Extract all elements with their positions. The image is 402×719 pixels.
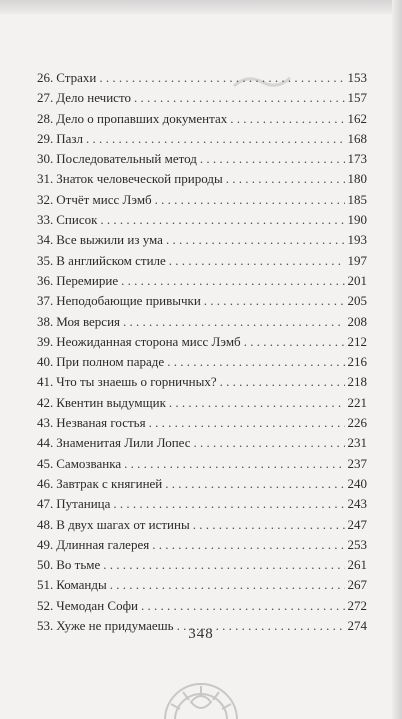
chapter-number: 49. (37, 536, 54, 552)
chapter-title: Дело нечисто (56, 90, 131, 106)
dot-leader (230, 111, 344, 127)
dot-leader (155, 192, 345, 208)
chapter-title: Незваная гостья (56, 415, 146, 431)
chapter-number: 41. (37, 374, 54, 390)
chapter-number: 33. (37, 212, 54, 228)
chapter-page-number: 216 (347, 354, 367, 370)
chapter-number: 27. (37, 90, 54, 106)
page-top-shadow (0, 0, 402, 14)
page-right-shadow (392, 0, 402, 719)
chapter-number: 46. (37, 475, 54, 491)
dot-leader (123, 314, 344, 330)
dot-leader (100, 212, 344, 228)
toc-entry (37, 577, 367, 597)
page-number: 348 (188, 626, 214, 642)
chapter-page-number: 205 (347, 293, 367, 309)
dot-leader (169, 253, 345, 269)
toc-entry (37, 435, 367, 455)
chapter-page-number: 190 (347, 212, 367, 228)
chapter-number: 47. (37, 496, 54, 512)
chapter-number: 48. (37, 516, 54, 532)
toc-entry (37, 476, 367, 496)
chapter-number: 31. (37, 171, 54, 187)
chapter-page-number: 272 (347, 597, 367, 613)
toc-entry (37, 354, 367, 374)
chapter-title: Что ты знаешь о горничных? (56, 374, 217, 390)
chapter-page-number: 231 (347, 435, 367, 451)
chapter-number: 39. (37, 333, 54, 349)
chapter-page-number: 157 (347, 90, 367, 106)
chapter-page-number: 267 (347, 577, 367, 593)
chapter-number: 51. (37, 577, 54, 593)
chapter-number: 32. (37, 191, 54, 207)
chapter-title: Знаток человеческой природы (56, 171, 223, 187)
toc-entry (37, 314, 367, 334)
chapter-number: 37. (37, 293, 54, 309)
dot-leader (166, 232, 345, 248)
chapter-page-number: 221 (347, 394, 367, 410)
chapter-title: Самозванка (56, 455, 122, 471)
chapter-page-number: 240 (347, 475, 367, 491)
dot-leader (110, 577, 345, 593)
chapter-title: Дело о пропавших документах (56, 110, 228, 126)
dot-leader (141, 598, 345, 614)
dot-leader (167, 354, 344, 370)
chapter-page-number: 201 (347, 272, 367, 288)
floral-ornament-icon (161, 680, 241, 719)
dot-leader (169, 395, 345, 411)
dot-leader (149, 415, 345, 431)
chapter-page-number: 168 (347, 130, 367, 146)
chapter-title: В двух шагах от истины (56, 516, 190, 532)
table-of-contents (37, 70, 367, 638)
chapter-number: 28. (37, 110, 54, 126)
chapter-title: Во тьме (56, 557, 101, 573)
toc-entry (37, 395, 367, 415)
chapter-title: Моя версия (56, 313, 121, 329)
dot-leader (86, 131, 344, 147)
chapter-number: 52. (37, 597, 54, 613)
chapter-number: 29. (37, 130, 54, 146)
dot-leader (134, 90, 345, 106)
chapter-page-number: 162 (347, 110, 367, 126)
chapter-title: При полном параде (56, 354, 165, 370)
chapter-title: Знаменитая Лили Лопес (56, 435, 191, 451)
toc-entry (37, 334, 367, 354)
chapter-title: Квентин выдумщик (56, 394, 166, 410)
chapter-page-number: 253 (347, 536, 367, 552)
dot-leader (193, 517, 345, 533)
toc-entry (37, 374, 367, 394)
chapter-number: 50. (37, 557, 54, 573)
chapter-page-number: 212 (347, 333, 367, 349)
toc-entry (37, 496, 367, 516)
dot-leader (99, 70, 344, 86)
chapter-number: 43. (37, 415, 54, 431)
chapter-title: Все выжили из ума (56, 232, 163, 248)
chapter-title: Хуже не придумаешь (56, 618, 174, 634)
dot-leader (194, 435, 345, 451)
toc-entry (37, 415, 367, 435)
chapter-page-number: 247 (347, 516, 367, 532)
dot-leader (121, 273, 344, 289)
chapter-page-number: 185 (347, 191, 367, 207)
dot-leader (220, 374, 345, 390)
chapter-title: В английском стиле (56, 252, 166, 268)
dot-leader (244, 334, 345, 350)
chapter-title: Завтрак с княгиней (56, 475, 163, 491)
chapter-page-number: 153 (347, 70, 367, 85)
toc-entry (37, 70, 367, 90)
toc-entry (37, 293, 367, 313)
toc-entry (37, 253, 367, 273)
toc-entry (37, 151, 367, 171)
chapter-page-number: 243 (347, 496, 367, 512)
chapter-title: Длинная галерея (56, 536, 150, 552)
chapter-number: 26. (37, 70, 54, 85)
chapter-number: 53. (37, 618, 54, 634)
chapter-number: 36. (37, 272, 54, 288)
chapter-title: Путаница (56, 496, 111, 512)
chapter-title: Список (56, 212, 98, 228)
chapter-page-number: 237 (347, 455, 367, 471)
chapter-title: Неожиданная сторона мисс Лэмб (56, 333, 241, 349)
toc-entry (37, 111, 367, 131)
chapter-page-number: 173 (347, 151, 367, 167)
chapter-title: Перемирие (56, 272, 119, 288)
chapter-title: Пазл (56, 130, 84, 146)
toc-entry (37, 456, 367, 476)
chapter-title: Страхи (56, 70, 97, 85)
dot-leader (113, 496, 344, 512)
chapter-title: Последовательный метод (56, 151, 197, 167)
chapter-title: Команды (56, 577, 107, 593)
dot-leader (165, 476, 344, 492)
chapter-number: 42. (37, 394, 54, 410)
chapter-page-number: 261 (347, 557, 367, 573)
toc-entry (37, 232, 367, 252)
toc-entry (37, 171, 367, 191)
toc-entry (37, 90, 367, 110)
toc-entry (37, 517, 367, 537)
chapter-page-number: 274 (347, 618, 367, 634)
chapter-title: Отчёт мисс Лэмб (56, 191, 152, 207)
chapter-number: 38. (37, 313, 54, 329)
dot-leader (226, 171, 345, 187)
dot-leader (103, 557, 344, 573)
toc-entry (37, 598, 367, 618)
chapter-number: 35. (37, 252, 54, 268)
chapter-page-number: 193 (347, 232, 367, 248)
toc-entry (37, 273, 367, 293)
toc-entry (37, 557, 367, 577)
chapter-page-number: 218 (347, 374, 367, 390)
toc-entry (37, 131, 367, 151)
chapter-number: 34. (37, 232, 54, 248)
chapter-title: Чемодан Софи (56, 597, 138, 613)
dot-leader (200, 151, 345, 167)
dot-leader (152, 537, 344, 553)
dot-leader (124, 456, 344, 472)
chapter-page-number: 226 (347, 415, 367, 431)
chapter-page-number: 208 (347, 313, 367, 329)
chapter-page-number: 197 (347, 252, 367, 268)
chapter-number: 40. (37, 354, 54, 370)
dot-leader (204, 293, 345, 309)
toc-entry (37, 192, 367, 212)
chapter-number: 30. (37, 151, 54, 167)
chapter-number: 44. (37, 435, 54, 451)
chapter-number: 45. (37, 455, 54, 471)
chapter-title: Неподобающие привычки (56, 293, 201, 309)
toc-entry (37, 212, 367, 232)
toc-entry (37, 537, 367, 557)
chapter-page-number: 180 (347, 171, 367, 187)
